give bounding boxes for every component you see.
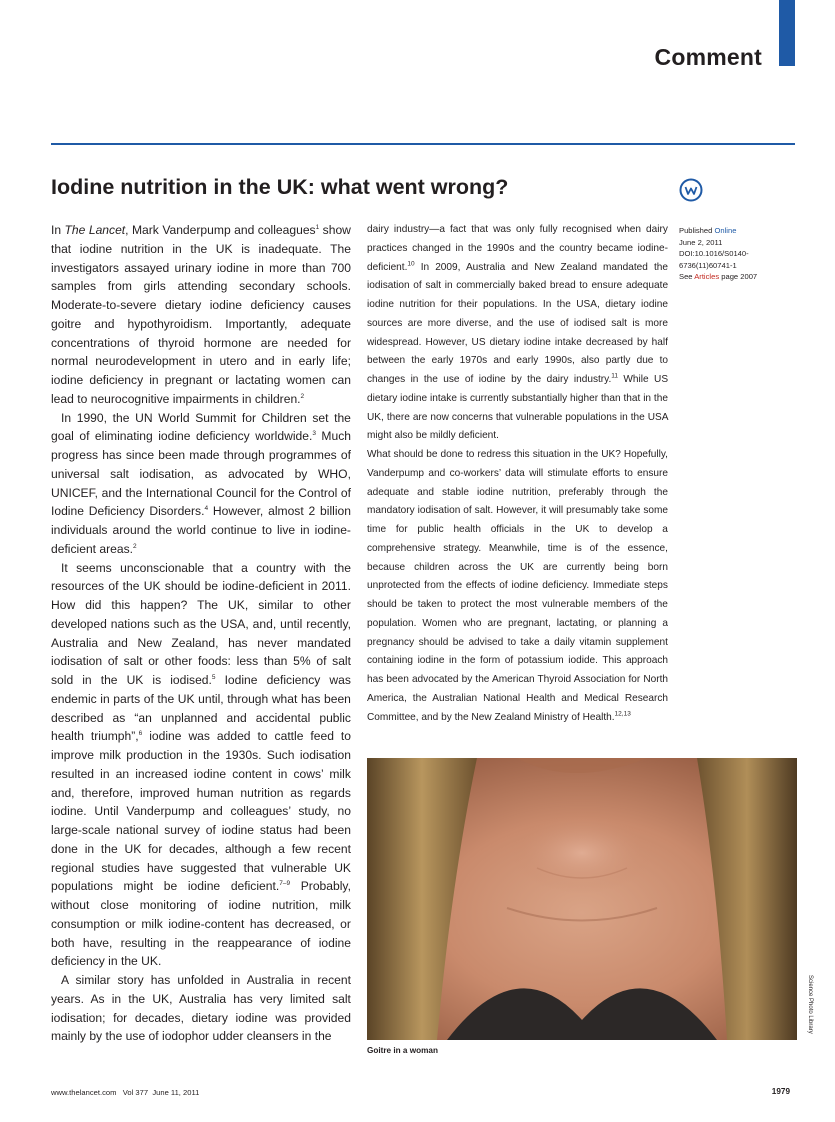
goitre-photo [367, 758, 797, 1040]
photo-credit: Science Photo Library [807, 975, 813, 1034]
paragraph-4: A similar story has unfolded in Australia in recent years. As in the UK, Australia has very limited salt iodisation; for decades, dietary iodine was provided mainly by the use of iodophor udder cleansers in the [51, 973, 351, 1044]
publication-info [679, 225, 779, 283]
online-first-icon [679, 178, 703, 202]
article-title: Iodine nutrition in the UK: what went wrong? [51, 175, 509, 199]
issue-date: June 11, 2011 [152, 1088, 200, 1097]
reference-3[interactable]: 3 [312, 430, 316, 438]
paragraph-4-continued: dairy industry—a fact that was only fully recognised when dairy practices changed in the 1990s and the country became iodine-deficient.$^{10}$ In 2009, Australia and New Zealand mandated the iodisation of salt in commercially baked bread to ensure adequate iodine nutrition for their populations. In the USA, dietary iodine sources are more diverse, and the use of iodised salt is more widespread. However, US dietary iodine intake decreased by half between the early 1970s and early 1990s, also partly due to changes in the use of iodine by the dairy industry.$^{11}$ While US dietary iodine intake is currently substantially higher than that in the UK, there are now concerns that vulnerable populations in the USA might also be mildly deficient. [367, 224, 669, 442]
doi-line-2[interactable]: 6736(11)60741-1 [679, 260, 737, 270]
see-label: See [679, 272, 693, 281]
section-color-bar [779, 0, 795, 66]
journal-url[interactable]: www.thelancet.com [51, 1088, 117, 1097]
reference-11[interactable]: 11 [611, 372, 619, 380]
figure-caption: Goitre in a woman [367, 1046, 438, 1055]
reference-5[interactable]: 5 [211, 673, 216, 681]
header-rule [51, 143, 795, 145]
section-label: Comment [654, 44, 762, 70]
paragraph-1: In The Lancet, Mark Vanderpump and colleagues$^1$ show that iodine nutrition in the UK is inadequate. The investigators assayed urinary iodine in more than 700 samples from girls attending secondary schools. Moderate-to-severe dietary iodine deficiency causes goitre and hypothyroidism. Importantly, adequate concentrations of thyroid hormone are needed for normal neurodevelopment in utero and in early life; iodine deficiency in pregnant or lactating women can lead to neurocognitive impairments in children.$^2$ [51, 223, 351, 406]
body-column-2 [367, 221, 668, 727]
paragraph-2: In 1990, the UN World Summit for Children set the goal of eliminating iodine deficiency worldwide.$^3$ Much progress has since been made through programmes of universal salt iodisation, as advocated by WHO, UNICEF, and the International Council for the Control of Iodine Deficiency Disorders.$^4$ However, almost 2 billion individuals around the world continue to live in iodine-deficient areas.$^2$ [51, 410, 351, 556]
reference-4[interactable]: 4 [204, 505, 209, 513]
journal-name: The Lancet [64, 223, 126, 237]
online-link[interactable]: Online [714, 226, 737, 235]
reference-2[interactable]: 2 [300, 392, 305, 400]
articles-link[interactable]: Articles [694, 272, 720, 281]
reference-1[interactable]: 1 [315, 223, 320, 231]
reference-6[interactable]: 6 [138, 730, 143, 738]
paragraph-3: It seems unconscionable that a country with the resources of the UK should be iodine-deficient in 2011. How did this happen? The UK, similar to other developed nations such as the USA, and, until recently, Australia and New Zealand, has never mandated iodisation of salt or other foods: less than 5% of salt sold in the UK is iodised.$^5$ Iodine deficiency was endemic in parts of the UK until, through what has been described as “an unplanned and accidental public health triumph”,$^6$ iodine was added to cattle feed to improve milk production in the 1930s. Such iodisation resulted in an increased iodine content in cows’ milk and, therefore, improved human nutrition as regards iodine. Until Vanderpump and colleagues’ study, no large-scale national survey of iodine status had been done in the UK for decades, although a few recent regional studies have suggested that vulnerable UK populations might be iodine deficient.$^{7-9}$ Probably, without close monitoring of iodine nutrition, milk consumption or milk iodine-content has decreased, or both have, resulting in the reappearance of iodine deficiency in the UK. [51, 560, 351, 969]
volume: Vol 377 [122, 1088, 149, 1097]
reference-2b[interactable]: 2 [133, 542, 137, 550]
footer-citation [51, 1088, 199, 1097]
reference-12-13[interactable]: 12,13 [614, 710, 631, 718]
page-number: 1979 [771, 1087, 790, 1096]
paragraph-5-continued: What should be done to redress this situation in the UK? Hopefully, Vanderpump and co-workers’ data will stimulate efforts to ensure adequate and stable iodine nutrition, preferably through the mandatory iodisation of salt. However, it will presumably take some time for public health officials in the UK to develop a comprehensive strategy. Meanwhile, time is of the essence, because children across the UK are currently being born unprotected from the effects of iodine deficiency. Immediate steps should be taken to protect the most vulnerable members of the population. Women who are pregnant, lactating, or planning a pregnancy should be advised to take a daily vitamin supplement containing iodine in the form of potassium iodide. This approach has been advocated by the American Thyroid Association for North America, the Australian National Health and Medical Research Committee, and by the New Zealand Ministry of Health.$^{12,13}$ [367, 449, 669, 723]
reference-10[interactable]: 10 [407, 260, 415, 268]
reference-7-9[interactable]: 7–9 [279, 880, 291, 888]
page-ref: page 2007 [721, 272, 758, 281]
published-date: June 2, 2011 [679, 237, 723, 247]
published-label: Published [679, 226, 713, 235]
neck-photo-illustration [367, 758, 797, 1040]
doi-line-1[interactable]: DOI:10.1016/S0140- [679, 249, 749, 258]
body-column-1 [51, 221, 351, 1046]
